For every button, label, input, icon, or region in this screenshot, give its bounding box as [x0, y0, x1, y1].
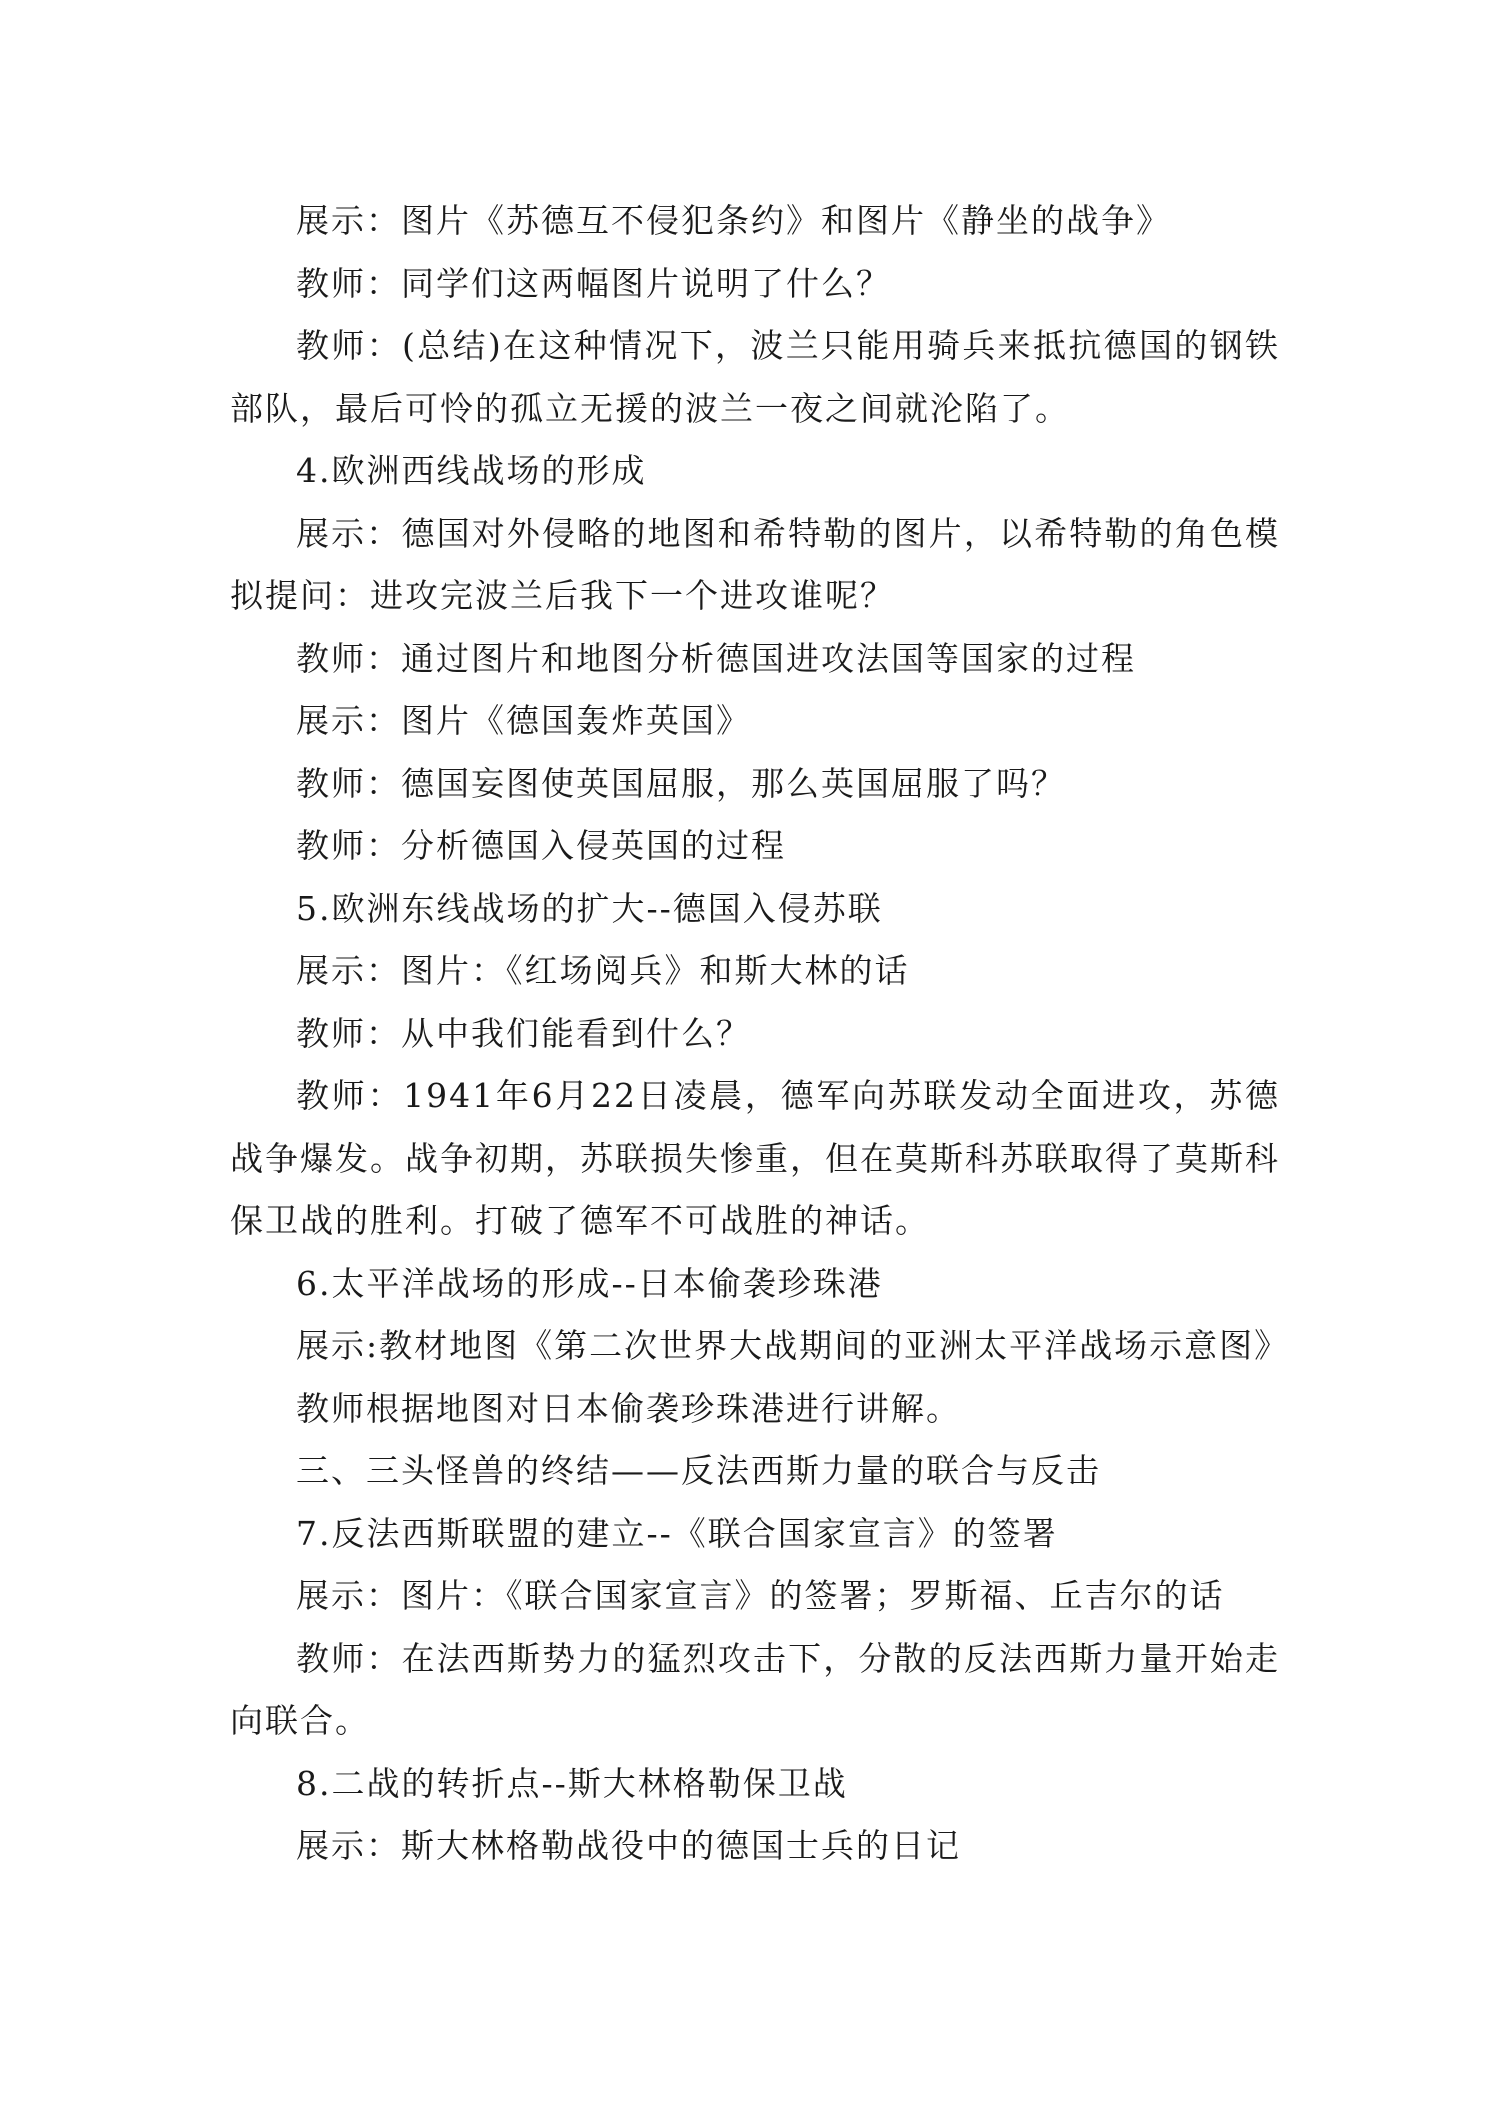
paragraph: 教师：德国妄图使英国屈服，那么英国屈服了吗？ — [296, 763, 1066, 803]
paragraph: 展示：图片《苏德互不侵犯条约》和图片《静坐的战争》 — [296, 201, 1171, 240]
paragraph: 教师：1941年6月22日凌晨，德军向苏联发动全面进攻，苏德战争爆发。战争初期，苏联损失惨重，但在莫斯科苏联取得了莫斯科保卫战的胜利。打破了德军不可战胜的神话。 — [230, 1076, 1280, 1240]
section-heading: 6.太平洋战场的形成--日本偷袭珍珠港 — [296, 1263, 883, 1303]
part-heading: 三、三头怪兽的终结——反法西斯力量的联合与反击 — [296, 1451, 1101, 1490]
paragraph: 展示：斯大林格勒战役中的德国士兵的日记 — [296, 1826, 961, 1865]
section-heading: 8.二战的转折点--斯大林格勒保卫战 — [296, 1763, 848, 1803]
section-heading: 7.反法西斯联盟的建立--《联合国家宣言》的签署 — [296, 1513, 1058, 1553]
section-heading: 4.欧洲西线战场的形成 — [296, 451, 647, 490]
paragraph: 教师根据地图对日本偷袭珍珠港进行讲解。 — [296, 1388, 961, 1428]
paragraph: 展示：图片《德国轰炸英国》 — [296, 701, 751, 740]
section-heading: 5.欧洲东线战场的扩大--德国入侵苏联 — [296, 888, 883, 928]
paragraph: 展示：图片：《红场阅兵》和斯大林的话 — [296, 951, 910, 990]
paragraph: 教师：从中我们能看到什么？ — [296, 1013, 751, 1053]
paragraph: 教师：同学们这两幅图片说明了什么？ — [296, 263, 891, 303]
paragraph: 教师：在法西斯势力的猛烈攻击下，分散的反法西斯力量开始走向联合。 — [230, 1638, 1280, 1740]
paragraph: 教师：(总结)在这种情况下，波兰只能用骑兵来抵抗德国的钢铁部队，最后可怜的孤立无援的波兰一夜之间就沦陷了。 — [230, 326, 1280, 428]
paragraph: 教师：通过图片和地图分析德国进攻法国等国家的过程 — [296, 638, 1136, 678]
paragraph: 教师：分析德国入侵英国的过程 — [296, 826, 786, 865]
document-body — [230, 190, 1290, 1878]
paragraph: 展示：德国对外侵略的地图和希特勒的图片，以希特勒的角色模拟提问：进攻完波兰后我下一个进攻谁呢？ — [230, 513, 1280, 615]
paragraph: 展示:教材地图《第二次世界大战期间的亚洲太平洋战场示意图》 — [296, 1326, 1290, 1365]
paragraph: 展示：图片：《联合国家宣言》的签署；罗斯福、丘吉尔的话 — [296, 1576, 1225, 1615]
